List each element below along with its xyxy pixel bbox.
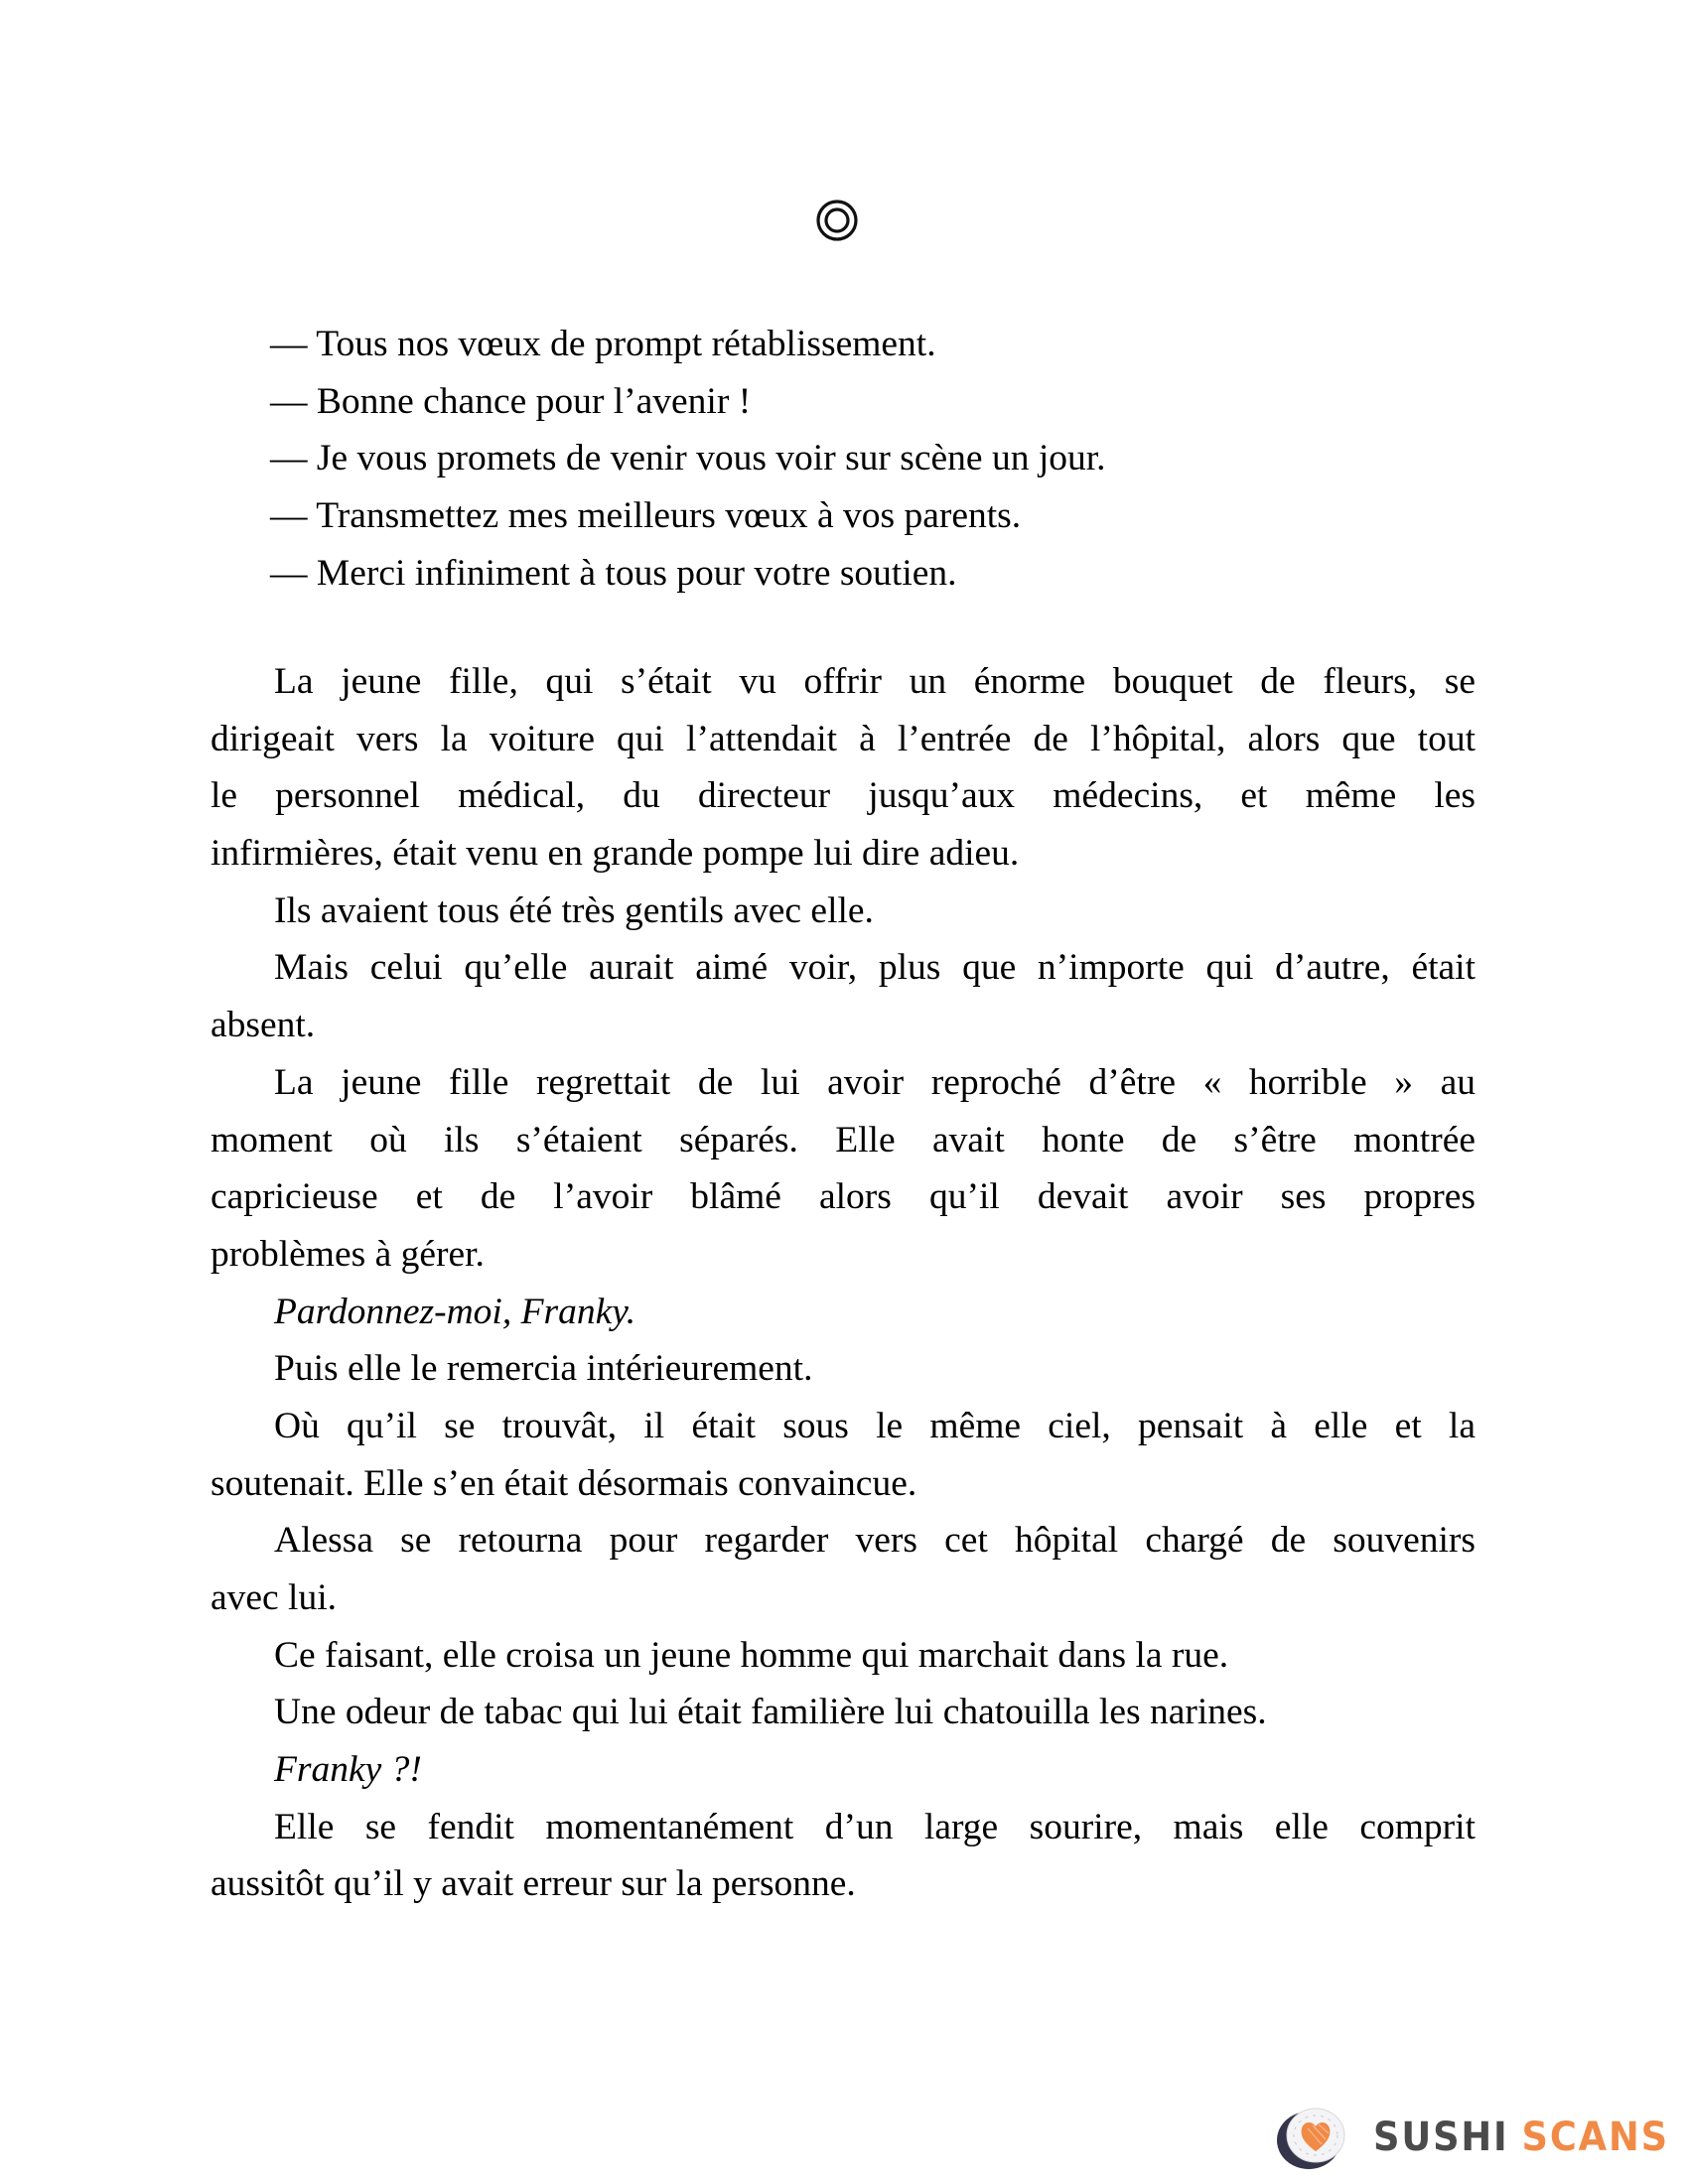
prose-line: Ce faisant, elle croisa un jeune homme qui marchait dans la rue. — [274, 1634, 1229, 1676]
prose-line: soutenait. Elle s’en était désormais convaincue. — [211, 1462, 917, 1504]
double-circle-ornament-icon — [815, 199, 859, 242]
dialogue-line: — Bonne chance pour l’avenir ! — [270, 380, 752, 422]
prose-line: Une odeur de tabac qui lui était familière lui chatouilla les narines. — [274, 1692, 1267, 1733]
prose-line: capricieuse et de l’avoir blâmé alors qu’il devait avoir ses propres — [211, 1176, 1476, 1218]
watermark-word-scans: SCANS — [1521, 2115, 1669, 2160]
sushi-roll-heart-icon — [1275, 2105, 1350, 2170]
prose-line: Puis elle le remercia intérieurement. — [274, 1348, 813, 1390]
prose-line: aussitôt qu’il y avait erreur sur la personne. — [211, 1863, 856, 1905]
prose-line: Où qu’il se trouvât, il était sous le même ciel, pensait à elle et la — [274, 1405, 1476, 1446]
watermark-word-sushi: SUSHI — [1373, 2115, 1509, 2160]
prose-line: Ils avaient tous été très gentils avec elle. — [274, 889, 874, 931]
italic-thought-line: Pardonnez-moi, Franky. — [274, 1291, 636, 1332]
watermark-text — [1373, 2116, 1669, 2158]
dialogue-line: — Transmettez mes meilleurs vœux à vos parents. — [270, 495, 1022, 537]
prose-line: problèmes à gérer. — [211, 1233, 485, 1275]
prose-line: Alessa se retourna pour regarder vers cet hôpital chargé de souvenirs — [274, 1520, 1476, 1562]
dialogue-line: — Je vous promets de venir vous voir sur scène un jour. — [270, 438, 1106, 479]
prose-line: dirigeait vers la voiture qui l’attendait à l’entrée de l’hôpital, alors que tout — [211, 718, 1476, 759]
italic-thought-line: Franky ?! — [274, 1749, 422, 1791]
prose-line: le personnel médical, du directeur jusqu’aux médecins, et même les — [211, 775, 1476, 817]
dialogue-line: — Tous nos vœux de prompt rétablissement. — [270, 324, 936, 364]
prose-line: moment où ils s’étaient séparés. Elle avait honte de s’être montrée — [211, 1119, 1476, 1160]
prose-block — [211, 653, 1476, 1913]
prose-line: Mais celui qu’elle aurait aimé voir, plus que n’importe qui d’autre, était — [274, 947, 1476, 989]
prose-line: infirmières, était venu en grande pompe lui dire adieu. — [211, 833, 1020, 875]
prose-line: Elle se fendit momentanément d’un large sourire, mais elle comprit — [274, 1806, 1476, 1847]
prose-line: absent. — [211, 1005, 316, 1046]
dialogue-block — [211, 316, 1476, 602]
prose-line: La jeune fille regrettait de lui avoir reproché d’être « horrible » au — [274, 1061, 1476, 1103]
prose-line: La jeune fille, qui s’était vu offrir un énorme bouquet de fleurs, se — [274, 661, 1476, 702]
dialogue-line: — Merci infiniment à tous pour votre soutien. — [270, 552, 957, 594]
prose-line: avec lui. — [211, 1577, 338, 1618]
sushi-scans-watermark — [1275, 2105, 1688, 2170]
